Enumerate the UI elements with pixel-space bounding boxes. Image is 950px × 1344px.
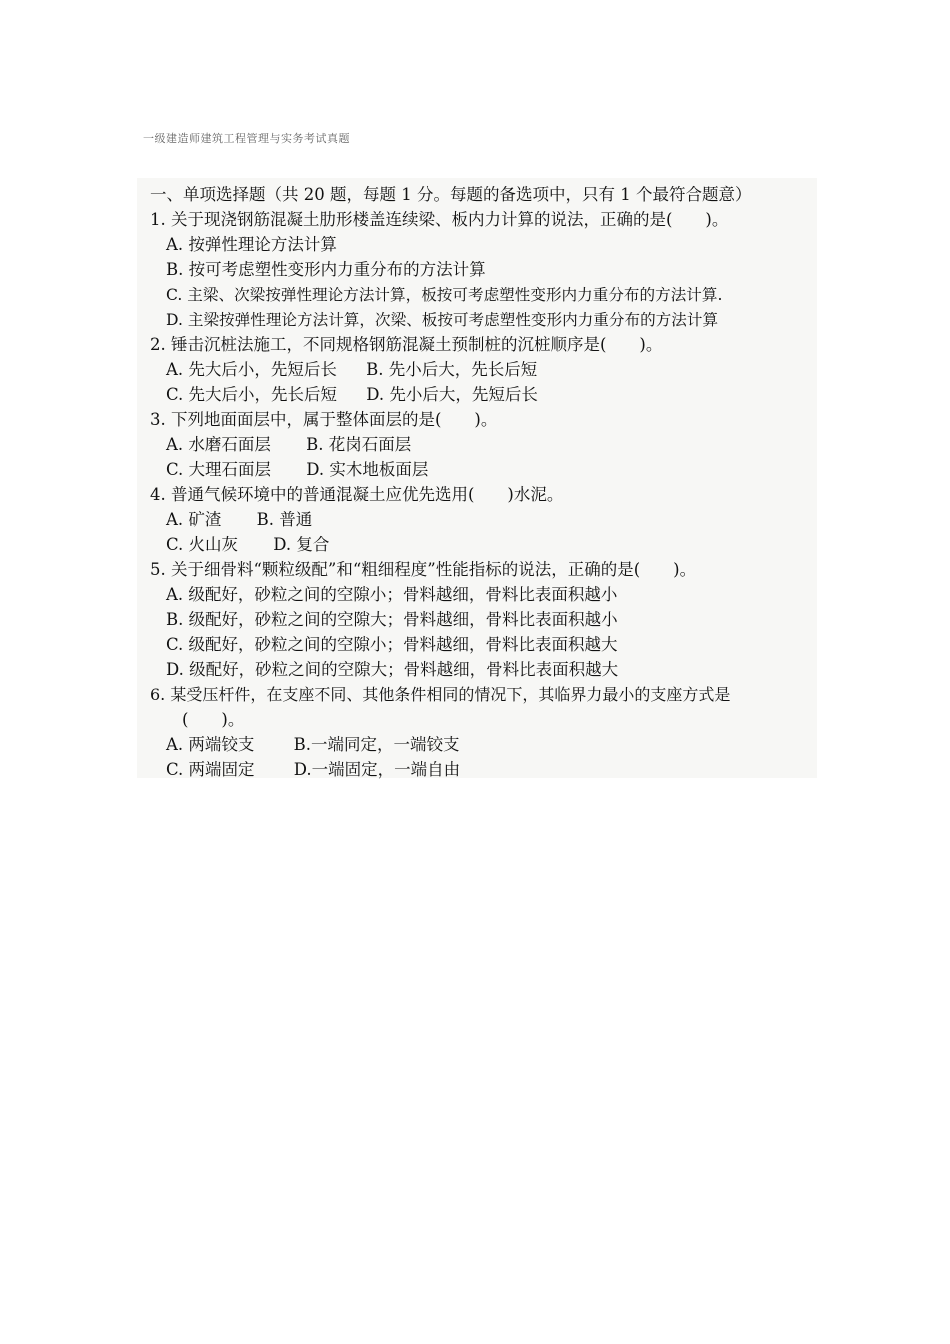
question-6-options-row-1 bbox=[166, 734, 460, 756]
question-4-option-d: D. 复合 bbox=[273, 535, 330, 554]
question-3-stem: 3. 下列地面面层中，属于整体面层的是( )。 bbox=[150, 410, 498, 429]
question-2-option-a: A. 先大后小，先短后长 bbox=[166, 360, 337, 379]
document-header: 一级建造师建筑工程管理与实务考试真题 bbox=[143, 132, 350, 145]
question-4-option-c: C. 火山灰 bbox=[166, 535, 239, 554]
question-1-option-a: A. 按弹性理论方法计算 bbox=[166, 235, 337, 254]
question-6-stem: 6. 某受压杆件，在支座不同、其他条件相同的情况下，其临界力最小的支座方式是 bbox=[150, 685, 731, 704]
question-4-option-b: B. 普通 bbox=[256, 510, 313, 529]
question-3-options-row-2 bbox=[166, 459, 428, 481]
question-2-options-row-2 bbox=[166, 384, 538, 406]
question-4-options-row-2 bbox=[166, 534, 329, 556]
question-3-option-a: A. 水磨石面层 bbox=[166, 435, 271, 454]
question-5-stem: 5. 关于细骨料“颗粒级配”和“粗细程度”性能指标的说法，正确的是( )。 bbox=[150, 560, 697, 579]
question-5-option-c: C. 级配好，砂粒之间的空隙小；骨料越细，骨料比表面积越大 bbox=[166, 635, 618, 654]
question-6-option-d: D.一端固定，一端自由 bbox=[293, 760, 461, 779]
question-2-option-b: B. 先小后大，先长后短 bbox=[366, 360, 538, 379]
question-4-stem: 4. 普通气候环境中的普通混凝土应优先选用( )水泥。 bbox=[150, 485, 564, 504]
question-2-option-c: C. 先大后小，先长后短 bbox=[166, 385, 338, 404]
question-3-options-row-1 bbox=[166, 434, 411, 456]
section-title: 一、单项选择题（共 20 题，每题 1 分。每题的备选项中，只有 1 个最符合题意） bbox=[150, 185, 752, 204]
question-1-option-c: C. 主梁、次梁按弹性理论方法计算，板按可考虑塑性变形内力重分布的方法计算. bbox=[166, 286, 723, 304]
question-3-option-b: B. 花岗石面层 bbox=[306, 435, 412, 454]
question-6-option-a: A. 两端铰支 bbox=[166, 735, 255, 754]
question-2-options-row-1 bbox=[166, 359, 537, 381]
question-4-options-row-1 bbox=[166, 509, 312, 531]
question-3-option-d: D. 实木地板面层 bbox=[306, 460, 429, 479]
question-6-option-b: B.一端同定，一端铰支 bbox=[293, 735, 460, 754]
question-6-options-row-2 bbox=[166, 759, 460, 781]
question-2-stem: 2. 锤击沉桩法施工，不同规格钢筋混凝土预制桩的沉桩顺序是( )。 bbox=[150, 335, 663, 354]
question-5-option-d: D. 级配好，砂粒之间的空隙大；骨料越细，骨料比表面积越大 bbox=[166, 660, 619, 679]
question-4-option-a: A. 矿渣 bbox=[166, 510, 222, 529]
question-6-stem-continued: ( )。 bbox=[182, 710, 245, 729]
question-2-option-d: D. 先小后大，先短后长 bbox=[366, 385, 538, 404]
question-5-option-b: B. 级配好，砂粒之间的空隙大；骨料越细，骨料比表面积越小 bbox=[166, 610, 618, 629]
question-5-option-a: A. 级配好，砂粒之间的空隙小；骨料越细，骨料比表面积越小 bbox=[166, 585, 618, 604]
question-6-option-c: C. 两端固定 bbox=[166, 760, 255, 779]
question-1-stem: 1. 关于现浇钢筋混凝土肋形楼盖连续梁、板内力计算的说法，正确的是( )。 bbox=[150, 210, 729, 229]
question-3-option-c: C. 大理石面层 bbox=[166, 460, 272, 479]
question-1-option-b: B. 按可考虑塑性变形内力重分布的方法计算 bbox=[166, 260, 486, 279]
question-1-option-d: D. 主梁按弹性理论方法计算，次梁、板按可考虑塑性变形内力重分布的方法计算 bbox=[166, 311, 719, 329]
